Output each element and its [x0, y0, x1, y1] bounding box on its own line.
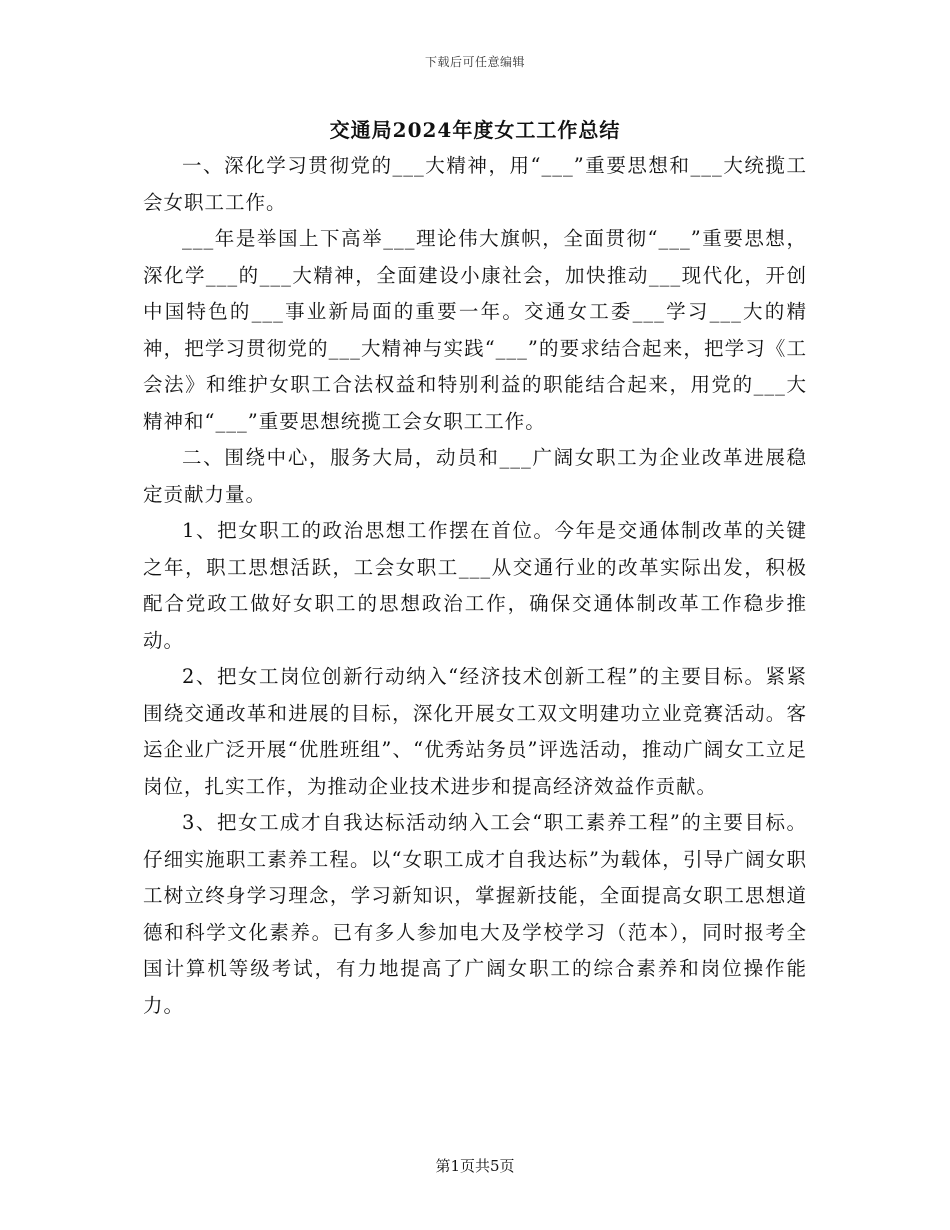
paragraph-section-1-body: ___年是举国上下高举___理论伟大旗帜，全面贯彻“___”重要思想，深化学___的___大精神，全面建设小康社会，加快推动___现代化，开创中国特色的___事业新局面的重要一年。交通女工委___学习___大的精神，把学习贯彻党的___大精神与实践“___”的要求结合起来，把学习《工会法》和维护女职工合法权益和特别利益的职能结合起来，用党的___大精神和“___”重要思想统揽工会女职工工作。: [143, 227, 807, 433]
page-number: 第1页共5页: [435, 1157, 515, 1175]
paragraph-item-1: 1、把女职工的政治思想工作摆在首位。今年是交通体制改革的关键之年，职工思想活跃，工会女职工___从交通行业的改革实际出发，积极配合党政工做好女职工的思想政治工作，确保交通体制改革工作稳步推动。: [143, 519, 807, 652]
header-note: 下载后可任意编辑: [424, 55, 525, 69]
paragraph-section-1: 一、深化学习贯彻党的___大精神，用“___”重要思想和___大统揽工会女职工工作。: [143, 154, 807, 214]
paragraph-item-2: 2、把女工岗位创新行动纳入“经济技术创新工程”的主要目标。紧紧围绕交通改革和进展的目标，深化开展女工双文明建功立业竞赛活动。客运企业广泛开展“优胜班组”、“优秀站务员”评选活动，推动广阔女工立足岗位，扎实工作，为推动企业技术进步和提高经济效益作贡献。: [143, 665, 807, 798]
paragraph-section-2: 二、围绕中心，服务大局，动员和___广阔女职工为企业改革进展稳定贡献力量。: [143, 446, 807, 506]
paragraph-item-3: 3、把女工成才自我达标活动纳入工会“职工素养工程”的主要目标。仔细实施职工素养工程。以“女职工成才自我达标”为载体，引导广阔女职工树立终身学习理念，学习新知识，掌握新技能，全面提高女职工思想道德和科学文化素养。已有多人参加电大及学校学习（范本），同时报考全国计算机等级考试，有力地提高了广阔女职工的综合素养和岗位操作能力。: [143, 811, 807, 1017]
document-title: 交通局2024年度女工工作总结: [329, 118, 621, 142]
document-body: [143, 148, 807, 1024]
